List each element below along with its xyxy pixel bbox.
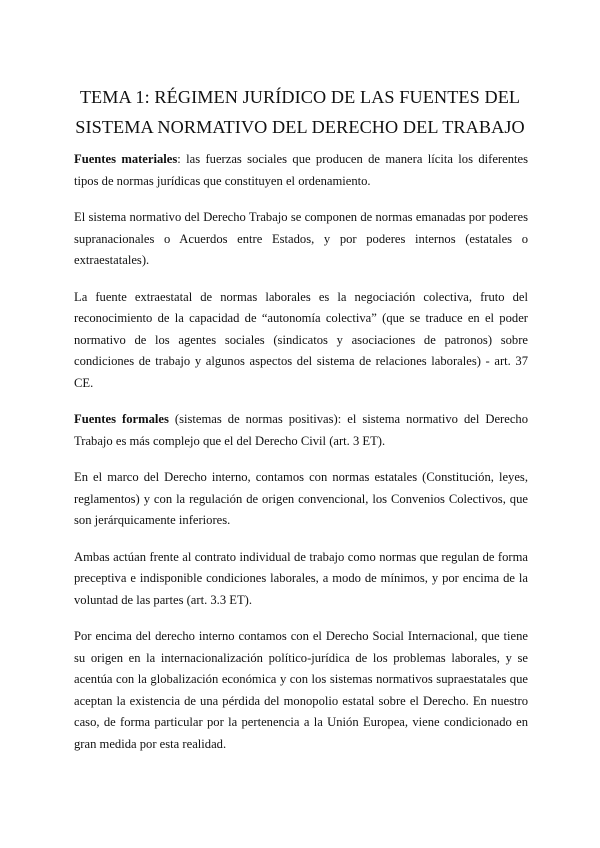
paragraph-derecho-social-internacional (74, 626, 528, 755)
paragraph-text: En el marco del Derecho interno, contamos con normas estatales (Constitución, leyes, reglamentos) y con la regulación de origen convencional, los Convenios Colectivos, que son jerárquicamente inferiores. (74, 470, 528, 527)
paragraph-lead-bold: Fuentes materiales (74, 152, 178, 166)
paragraph-text: Por encima del derecho interno contamos con el Derecho Social Internacional, que tiene su origen en la internacionalización político-jurídica de los problemas laborales, y se acentúa con la globalización económica y con los sistemas normativos supraestatales que aceptan la existencia de una pérdida del monopolio estatal sobre el Derecho. En nuestro caso, de forma particular por la pertenencia a la Unión Europea, viene condicionado en gran medida por esta realidad. (74, 629, 528, 751)
paragraph-text: El sistema normativo del Derecho Trabajo se componen de normas emanadas por poderes supranacionales o Acuerdos entre Estados, y por poderes internos (estatales o extraestatales). (74, 210, 528, 267)
document-title (60, 82, 540, 142)
paragraph-text: Ambas actúan frente al contrato individual de trabajo como normas que regulan de forma preceptiva e indisponible condiciones laborales, a modo de mínimos, y por encima de la voluntad de las partes (art. 3.3 ET). (74, 549, 528, 607)
paragraph-fuentes-materiales (74, 149, 528, 192)
paragraph-fuentes-formales (74, 409, 528, 452)
paragraph-derecho-interno (74, 467, 528, 532)
title-line-1: TEMA 1: RÉGIMEN JURÍDICO DE LAS FUENTES DEL (79, 87, 521, 107)
paragraph-text: : las fuerzas sociales que producen de manera lícita los diferentes tipos de normas jurídicas que constituyen el ordenamiento. (74, 152, 528, 188)
paragraph-fuente-extraestatal (74, 287, 528, 395)
paragraph-text: La fuente extraestatal de normas laborales es la negociación colectiva, fruto del reconocimiento de la capacidad de “autonomía colectiva” (que se traduce en el poder normativo de los agentes sociales (sindicatos y asociaciones de patronos) sobre condiciones de trabajo y algunos aspectos del sistema de relaciones laborales) - art. 37 CE. (74, 289, 528, 390)
title-line-2: SISTEMA NORMATIVO DEL DERECHO DEL TRABAJO (75, 117, 525, 137)
paragraph-ambas-actuan (74, 547, 528, 612)
paragraph-text: (sistemas de normas positivas): el sistema normativo del Derecho Trabajo es más complejo que el del Derecho Civil (art. 3 ET). (74, 412, 528, 448)
paragraph-lead-bold: Fuentes formales (74, 412, 169, 426)
paragraph-sistema-normativo (74, 207, 528, 272)
document-body (74, 149, 528, 770)
